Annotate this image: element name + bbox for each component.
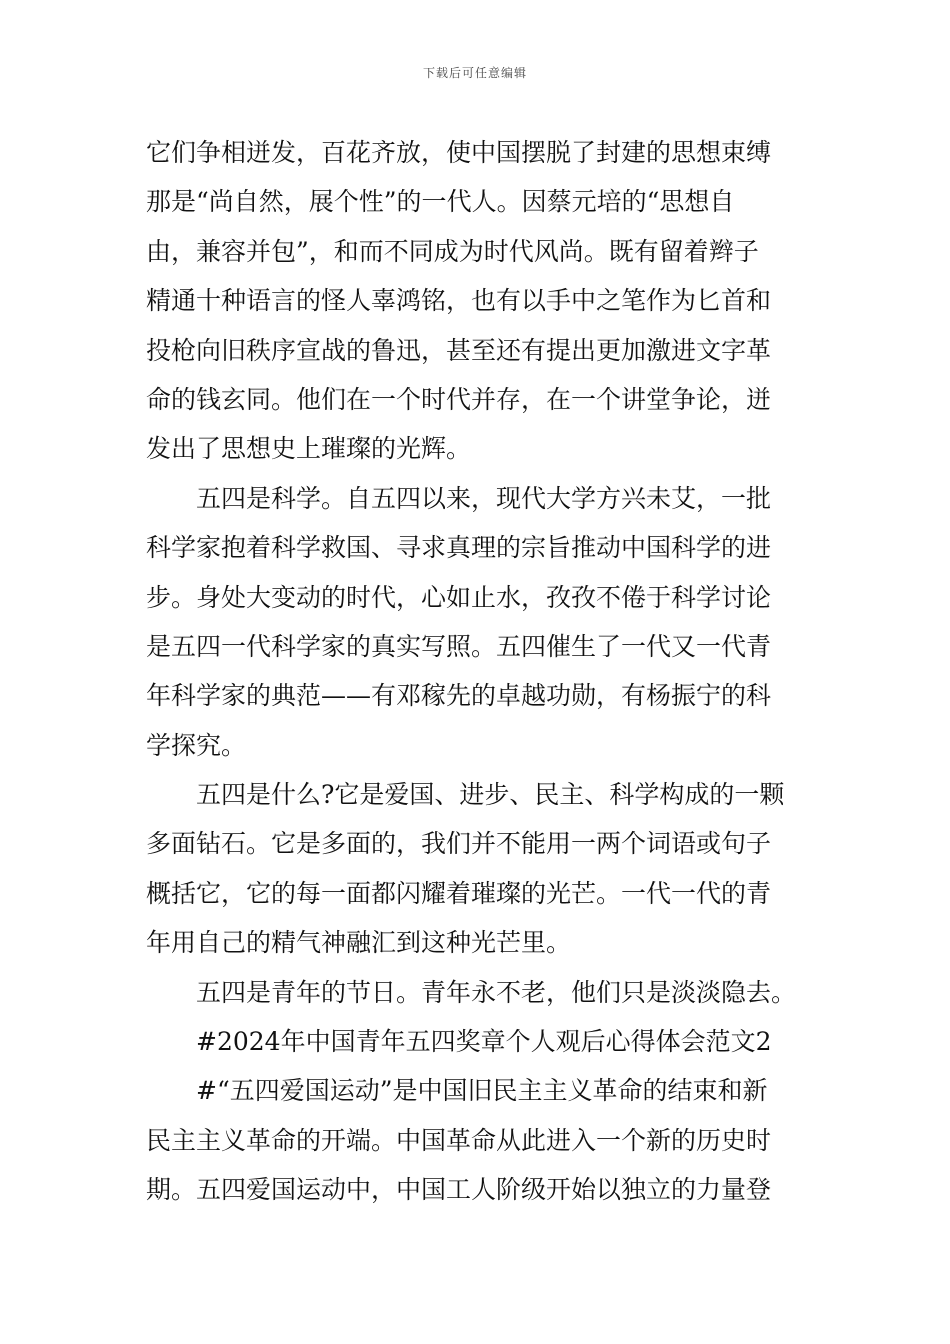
text-line: 精通十种语言的怪人辜鸿铭，也有以手中之笔作为匕首和 xyxy=(146,286,772,316)
page-header: 下载后可任意编辑 xyxy=(422,66,527,80)
text-line: 学探究。 xyxy=(146,730,247,760)
text-line: 步。身处大变动的时代，心如止水，孜孜不倦于科学讨论 xyxy=(146,582,772,612)
text-line: 概括它，它的每一面都闪耀着璀璨的光芒。一代一代的青 xyxy=(146,878,772,908)
text-line: 年用自己的精气神融汇到这种光芒里。 xyxy=(146,928,572,958)
text-line: 是五四一代科学家的真实写照。五四催生了一代又一代青 xyxy=(146,631,772,661)
text-line: 五四是科学。自五四以来，现代大学方兴未艾，一批 xyxy=(196,483,772,513)
text-line: 投枪向旧秩序宣战的鲁迅，甚至还有提出更加激进文字革 xyxy=(146,335,772,365)
body-text xyxy=(146,128,808,1215)
text-line: 命的钱玄同。他们在一个时代并存，在一个讲堂争论，迸 xyxy=(146,384,772,414)
text-line: 五四是青年的节日。青年永不老，他们只是淡淡隐去。 xyxy=(196,977,797,1007)
text-line: #“五四爱国运动”是中国旧民主主义革命的结束和新 xyxy=(196,1076,768,1106)
text-line: 五四是什么?它是爱国、进步、民主、科学构成的一颗 xyxy=(196,780,785,810)
text-line: 由，兼容并包”，和而不同成为时代风尚。既有留着辫子 xyxy=(146,236,759,266)
text-line: 期。五四爱国运动中，中国工人阶级开始以独立的力量登 xyxy=(146,1175,772,1205)
text-line: #2024年中国青年五四奖章个人观后心得体会范文2 xyxy=(196,1027,772,1057)
text-line: 那是“尚自然，展个性”的一代人。因蔡元培的“思想自 xyxy=(146,187,735,217)
text-line: 发出了思想史上璀璨的光辉。 xyxy=(146,434,472,464)
text-line: 它们争相迸发，百花齐放，使中国摆脱了封建的思想束缚 xyxy=(146,138,772,167)
text-line: 多面钻石。它是多面的，我们并不能用一两个词语或句子 xyxy=(146,829,772,859)
text-line: 年科学家的典范——有邓稼先的卓越功勋，有杨振宁的科 xyxy=(146,681,772,711)
text-line: 民主主义革命的开端。中国革命从此进入一个新的历史时 xyxy=(146,1125,772,1155)
text-line: 科学家抱着科学救国、寻求真理的宗旨推动中国科学的进 xyxy=(146,533,772,563)
